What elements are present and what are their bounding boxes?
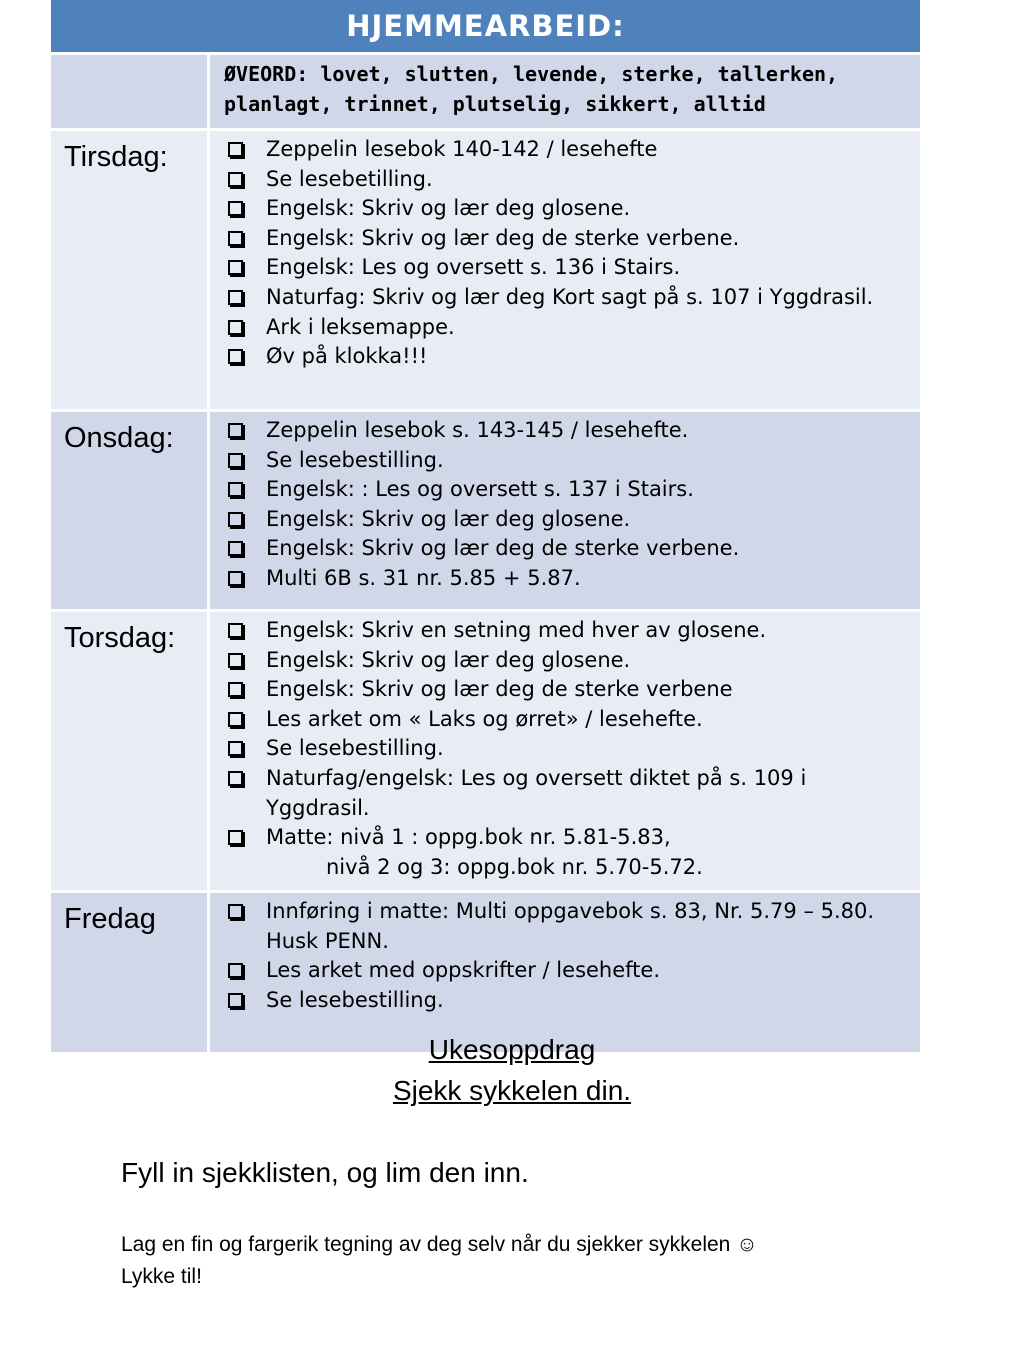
task-continuation: nivå 2 og 3: oppg.bok nr. 5.70-5.72. xyxy=(326,854,703,879)
checkbox-icon xyxy=(228,653,243,668)
day-row-thursday xyxy=(51,609,920,890)
weekly-task-title: Ukesoppdrag xyxy=(428,1034,596,1065)
task-list xyxy=(224,416,910,594)
task-item: Les arket om « Laks og ørret» / lesehefte. xyxy=(224,705,910,735)
task-item: Engelsk: Skriv en setning med hver av glosene. xyxy=(224,616,910,646)
checkbox-icon xyxy=(228,349,243,364)
day-label: Onsdag: xyxy=(51,412,210,609)
day-row-wednesday xyxy=(51,409,920,609)
task-item: Engelsk: Skriv og lær deg glosene. xyxy=(224,646,910,676)
checkbox-icon xyxy=(228,482,243,497)
weekly-task-subtitle: Sjekk sykkelen din. xyxy=(392,1075,632,1106)
checkbox-icon xyxy=(228,142,243,157)
practice-words xyxy=(210,55,920,128)
task-item: Innføring i matte: Multi oppgavebok s. 83, Nr. 5.79 – 5.80. Husk PENN. xyxy=(224,897,910,956)
homework-table xyxy=(51,0,920,1052)
checkbox-icon xyxy=(228,320,243,335)
task-item: Matte: nivå 1 : oppg.bok nr. 5.81-5.83, nivå 2 og 3: oppg.bok nr. 5.70-5.72. xyxy=(224,823,910,882)
task-item: Naturfag/engelsk: Les og oversett diktet på s. 109 i Yggdrasil. xyxy=(224,764,910,823)
checkbox-icon xyxy=(228,541,243,556)
checkbox-icon xyxy=(228,993,243,1008)
day-label-empty xyxy=(51,55,210,128)
task-item: Engelsk: Les og oversett s. 136 i Stairs. xyxy=(224,253,910,283)
practice-words-line1: ØVEORD: lovet, slutten, levende, sterke, tallerken, xyxy=(224,62,839,86)
checkbox-icon xyxy=(228,830,243,845)
task-item: Se lesebestilling. xyxy=(224,446,910,476)
task-item: Engelsk: Skriv og lær deg glosene. xyxy=(224,194,910,224)
checkbox-icon xyxy=(228,741,243,756)
task-item: Zeppelin lesebok 140-142 / lesehefte xyxy=(224,135,910,165)
checkbox-icon xyxy=(228,712,243,727)
task-item: Les arket med oppskrifter / lesehefte. xyxy=(224,956,910,986)
task-item: Ark i leksemappe. xyxy=(224,313,910,343)
day-row-tuesday xyxy=(51,128,920,409)
checkbox-icon xyxy=(228,771,243,786)
checkbox-icon xyxy=(228,290,243,305)
task-item: Øv på klokka!!! xyxy=(224,342,910,372)
task-item: Multi 6B s. 31 nr. 5.85 + 5.87. xyxy=(224,564,910,594)
checkbox-icon xyxy=(228,172,243,187)
practice-words-line2: planlagt, trinnet, plutselig, sikkert, alltid xyxy=(224,92,766,116)
task-item: Se lesebestilling. xyxy=(224,734,910,764)
task-item: Zeppelin lesebok s. 143-145 / lesehefte. xyxy=(224,416,910,446)
day-row-friday xyxy=(51,890,920,1052)
checkbox-icon xyxy=(228,682,243,697)
task-item: Engelsk: Skriv og lær deg de sterke verbene xyxy=(224,675,910,705)
checkbox-icon xyxy=(228,423,243,438)
checkbox-icon xyxy=(228,623,243,638)
task-list xyxy=(224,897,910,1015)
checkbox-icon xyxy=(228,963,243,978)
drawing-note-line: Lag en fin og fargerik tegning av deg selv når du sjekker sykkelen ☺ xyxy=(121,1233,758,1256)
checkbox-icon xyxy=(228,231,243,246)
task-item: Naturfag: Skriv og lær deg Kort sagt på s. 107 i Yggdrasil. xyxy=(224,283,910,313)
task-item: Se lesebestilling. xyxy=(224,986,910,1016)
checkbox-icon xyxy=(228,571,243,586)
day-label: Fredag xyxy=(51,893,210,1052)
task-item: Engelsk: Skriv og lær deg glosene. xyxy=(224,505,910,535)
drawing-note xyxy=(121,1229,758,1293)
checkbox-icon xyxy=(228,260,243,275)
day-label: Tirsdag: xyxy=(51,131,210,409)
checkbox-icon xyxy=(228,453,243,468)
task-item: Engelsk: Skriv og lær deg de sterke verbene. xyxy=(224,224,910,254)
good-luck-line: Lykke til! xyxy=(121,1265,202,1288)
task-list xyxy=(224,135,910,372)
page-title: HJEMMEARBEID: xyxy=(51,0,920,52)
task-list xyxy=(224,616,910,882)
checkbox-icon xyxy=(228,201,243,216)
task-item: Engelsk: : Les og oversett s. 137 i Stairs. xyxy=(224,475,910,505)
checkbox-icon xyxy=(228,512,243,527)
day-label: Torsdag: xyxy=(51,612,210,890)
checkbox-icon xyxy=(228,904,243,919)
words-row xyxy=(51,52,920,128)
checklist-instruction: Fyll in sjekklisten, og lim den inn. xyxy=(121,1157,529,1188)
task-item: Engelsk: Skriv og lær deg de sterke verbene. xyxy=(224,534,910,564)
task-item: Se lesebetilling. xyxy=(224,165,910,195)
